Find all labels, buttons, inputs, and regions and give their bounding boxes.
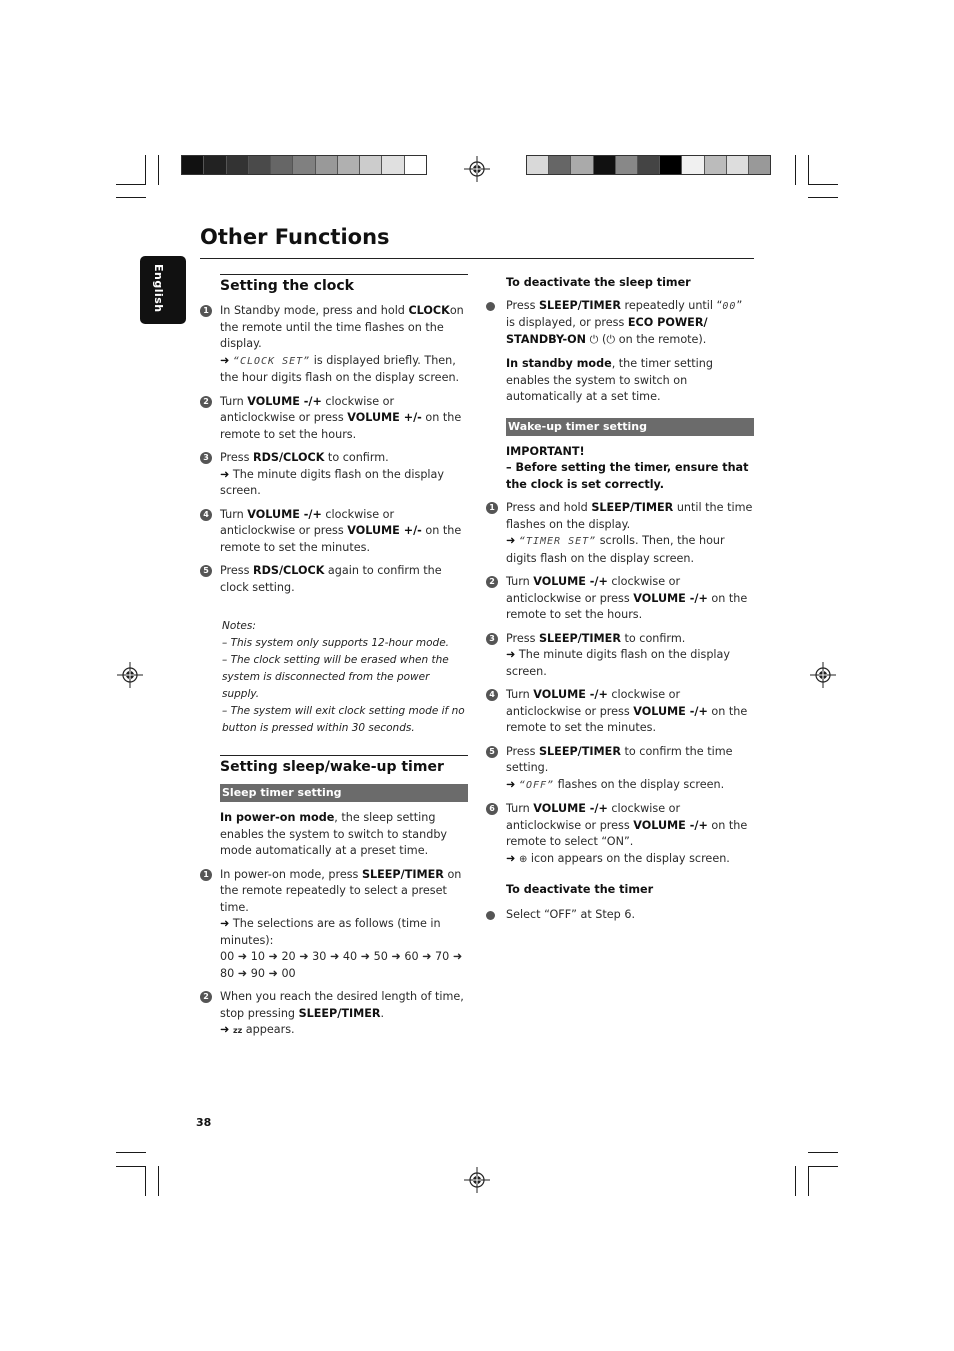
language-tab-label: English [152, 264, 165, 313]
crop-mark [158, 1166, 159, 1196]
color-swatch [616, 156, 638, 174]
crop-mark [808, 1166, 838, 1167]
standby-note: In standby mode, the timer setting enables the system to switch on automatically at a set time. [506, 357, 713, 403]
registration-mark-icon [464, 156, 490, 182]
crop-mark [116, 1166, 146, 1167]
step-number: 6 [486, 803, 498, 815]
step-number: 4 [200, 509, 212, 521]
section-heading-clock: Setting the clock [220, 274, 468, 295]
notes-title: Notes: [222, 620, 256, 632]
note-item: – The system will exit clock setting mode if no button is pressed within 30 seconds. [222, 705, 465, 734]
important-label: IMPORTANT! [506, 444, 585, 458]
crop-mark [795, 155, 796, 185]
color-swatch [549, 156, 571, 174]
arrow-icon: ➜ [506, 851, 516, 865]
color-swatch [749, 156, 770, 174]
step-number: 1 [200, 869, 212, 881]
clock-step-5: 5 Press RDS/CLOCK again to confirm the clock setting. [220, 563, 468, 596]
color-swatch [527, 156, 549, 174]
registration-mark-icon [810, 662, 836, 688]
bullet-icon [486, 911, 495, 920]
arrow-icon: ➜ [506, 534, 516, 547]
important-line: – Before setting the timer, ensure that the clock is set correctly. [506, 461, 749, 491]
color-swatch [360, 156, 382, 174]
wake-step-2: 2 Turn VOLUME -/+ clockwise or anticlockwise or press VOLUME -/+ on the remote to set the hours. [506, 574, 754, 624]
color-swatch-bar-left [181, 155, 427, 175]
wake-step-5: 5 Press SLEEP/TIMER to confirm the time setting. ➜ “OFF” flashes on the display screen. [506, 744, 754, 795]
bullet-icon [486, 302, 495, 311]
color-swatch [594, 156, 616, 174]
crop-mark [808, 155, 809, 185]
color-swatch [382, 156, 404, 174]
title-divider [200, 258, 754, 259]
deactivate-sleep-heading: To deactivate the sleep timer [506, 276, 691, 289]
color-swatch [338, 156, 360, 174]
wake-step-6: 6 Turn VOLUME -/+ clockwise or anticlockwise or press VOLUME -/+ on the remote to select “ON”. ➜ ⊕ icon appears on the display screen. [506, 801, 754, 868]
step-number: 3 [486, 633, 498, 645]
clock-step-4: 4 Turn VOLUME -/+ clockwise or anticlockwise or press VOLUME +/- on the remote to set the minutes. [220, 507, 468, 557]
step-number: 1 [200, 305, 212, 317]
color-swatch [182, 156, 204, 174]
clock-step-3: 3 Press RDS/CLOCK to confirm. ➜ The minute digits flash on the display screen. [220, 450, 468, 500]
registration-mark-icon [117, 662, 143, 688]
step-number: 2 [200, 991, 212, 1003]
deactivate-timer-heading: To deactivate the timer [506, 883, 654, 896]
step-number: 2 [200, 396, 212, 408]
sleep-sequence: 00 ➜ 10 ➜ 20 ➜ 30 ➜ 40 ➜ 50 ➜ 60 ➜ 70 ➜ 80 ➜ 90 ➜ 00 [220, 950, 463, 980]
crop-mark [145, 1166, 146, 1196]
arrow-icon: ➜ [220, 467, 230, 481]
step-number: 5 [486, 746, 498, 758]
crop-mark [808, 184, 838, 185]
registration-mark-icon [464, 1167, 490, 1193]
step-number: 2 [486, 576, 498, 588]
right-column [489, 274, 754, 930]
page-number: 38 [196, 1116, 212, 1129]
page-title: Other Functions [200, 225, 390, 249]
wake-step-4: 4 Turn VOLUME -/+ clockwise or anticlockwise or press VOLUME -/+ on the remote to set the minutes. [506, 687, 754, 737]
crop-mark [116, 184, 146, 185]
color-swatch [271, 156, 293, 174]
crop-mark [116, 1152, 146, 1153]
power-icon: ⏻ [606, 332, 616, 346]
sleep-intro: In power-on mode, the sleep setting enables the system to switch to standby mode automatically at a preset time. [220, 811, 448, 857]
arrow-icon: ➜ [506, 777, 516, 791]
color-swatch [638, 156, 660, 174]
deactivate-timer-bullet: Select “OFF” at Step 6. [506, 907, 754, 924]
language-tab [140, 256, 186, 324]
color-swatch [660, 156, 682, 174]
color-swatch [204, 156, 226, 174]
clock-notes [222, 618, 468, 737]
step-number: 5 [200, 565, 212, 577]
sleep-step-1: 1 In power-on mode, press SLEEP/TIMER on the remote repeatedly to select a preset time. ➜ The selections are as follows (time in minutes): 00 ➜ 10 ➜ 20 ➜ 30 ➜ 40 ➜ 50 ➜ 60 ➜ 70 ➜ 80 ➜ 90 ➜ 00 [220, 867, 468, 983]
lcd-text: “OFF” [518, 779, 555, 791]
crop-mark [808, 1166, 809, 1196]
deactivate-sleep-bullet: Press SLEEP/TIMER repeatedly until “00” is displayed, or press ECO POWER/ STANDBY-ON ⏻ (⏻ on the remote). [506, 298, 754, 349]
step-number: 1 [486, 502, 498, 514]
color-swatch [227, 156, 249, 174]
clock-step-1: 1 In Standby mode, press and hold CLOCKon the remote until the time flashes on the display. ➜ “CLOCK SET” is displayed briefly. Then, the hour digits flash on the display screen. [220, 303, 468, 387]
lcd-text: “CLOCK SET” [232, 355, 311, 367]
color-swatch [249, 156, 271, 174]
clock-step-2: 2 Turn VOLUME -/+ clockwise or anticlockwise or press VOLUME +/- on the remote to set the hours. [220, 394, 468, 444]
step-number: 3 [200, 452, 212, 464]
note-item: – The clock setting will be erased when the system is disconnected from the power supply. [222, 654, 449, 700]
color-swatch [293, 156, 315, 174]
wake-step-3: 3 Press SLEEP/TIMER to confirm. ➜ The minute digits flash on the display screen. [506, 631, 754, 681]
color-swatch [705, 156, 727, 174]
subsection-bar-wake: Wake-up timer setting [506, 418, 754, 436]
arrow-icon: ➜ [506, 648, 516, 661]
arrow-icon: ➜ [220, 1023, 230, 1036]
arrow-icon: ➜ [220, 353, 230, 367]
color-swatch-bar-right [526, 155, 771, 175]
left-column [203, 274, 468, 1047]
arrow-icon: ➜ [220, 917, 230, 930]
crop-mark [145, 155, 146, 185]
color-swatch [316, 156, 338, 174]
color-swatch [727, 156, 749, 174]
color-swatch [405, 156, 426, 174]
timer-icon: ⊕ [518, 853, 528, 865]
lcd-text: “TIMER SET” [518, 536, 597, 547]
crop-mark [795, 1166, 796, 1196]
note-item: – This system only supports 12-hour mode. [222, 637, 450, 649]
crop-mark [808, 197, 838, 198]
power-icon: ⏻ [589, 332, 599, 346]
section-heading-sleep: Setting sleep/wake-up timer [220, 755, 468, 776]
color-swatch [682, 156, 704, 174]
wake-step-1: 1 Press and hold SLEEP/TIMER until the time flashes on the display. ➜ “TIMER SET” scrolls. Then, the hour digits flash on the display screen. [506, 500, 754, 567]
crop-mark [158, 155, 159, 185]
subsection-bar-sleep: Sleep timer setting [220, 784, 468, 802]
step-number: 4 [486, 689, 498, 701]
sleep-step-2: 2 When you reach the desired length of time, stop pressing SLEEP/TIMER. ➜ zz appears. [220, 989, 468, 1040]
crop-mark [808, 1152, 838, 1153]
crop-mark [116, 197, 146, 198]
sleep-zz-icon: zz [232, 1026, 243, 1035]
color-swatch [571, 156, 593, 174]
